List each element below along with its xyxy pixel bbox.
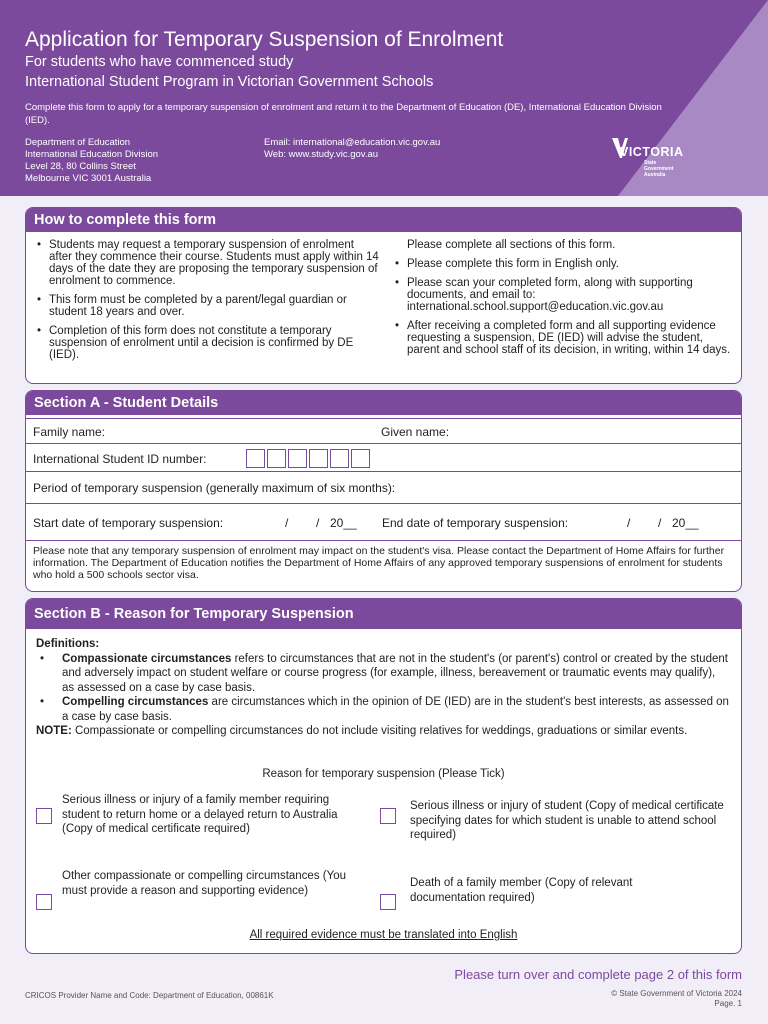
given-name-label: Given name: bbox=[381, 425, 450, 439]
student-id-row bbox=[26, 443, 741, 471]
evidence-translation-note: All required evidence must be translated into English bbox=[249, 929, 518, 941]
student-id-digit-box[interactable] bbox=[288, 449, 307, 468]
list-item: • This form must be completed by a parent/legal guardian or student 18 years and over. bbox=[34, 294, 379, 318]
family-illness-option: Serious illness or injury of a family member requiring student to return home or a delayed return to Australia (Copy of medical certificate required) bbox=[62, 794, 338, 835]
death-family-option: Death of a family member (Copy of relevant documentation required) bbox=[410, 877, 633, 904]
list-item: • Please scan your completed form, along with supporting documents, and email to: international.school.support@education.vic.gov.au bbox=[392, 277, 732, 313]
address-line: Level 28, 80 Collins Street bbox=[25, 161, 136, 172]
student-illness-option: Serious illness or injury of student (Copy of medical certificate specifying dates for which student is unable to attend school required) bbox=[410, 800, 724, 841]
definitions bbox=[36, 637, 730, 739]
list-item: • Students may request a temporary suspension of enrolment after they commence their course. Students must apply within 14 days of the date they are proposing the temporary suspension of enrolment to commence. bbox=[34, 239, 379, 287]
program-name: International Student Program in Victorian Government Schools bbox=[25, 74, 434, 90]
logo-subtext-line: Government bbox=[644, 166, 674, 172]
victoria-logo bbox=[612, 138, 702, 180]
list-item: • After receiving a completed form and all supporting evidence requesting a suspension, DE (IED) will advise the student, parent and school staff of its decision, in writing, within 14 days. bbox=[392, 320, 732, 356]
definition-term: Compelling circumstances bbox=[62, 696, 209, 708]
list-item: • Please complete this form in English only. bbox=[392, 258, 732, 270]
note-text: Compassionate or compelling circumstances do not include visiting relatives for weddings, graduations or similar events. bbox=[71, 725, 688, 737]
end-date-slash: / bbox=[627, 516, 631, 530]
start-date-slash: / bbox=[316, 516, 320, 530]
cricos-code: CRICOS Provider Name and Code: Department of Education, 00861K bbox=[25, 991, 274, 1000]
logo-subtext-line: State bbox=[644, 160, 657, 166]
student-id-digit-box[interactable] bbox=[267, 449, 286, 468]
definition-item bbox=[36, 695, 730, 724]
copyright bbox=[611, 989, 742, 1009]
contact-info bbox=[264, 137, 440, 161]
logo-subtext bbox=[644, 160, 673, 178]
period-label: Period of temporary suspension (generally maximum of six months): bbox=[33, 481, 396, 495]
list-item: Please complete all sections of this form. bbox=[407, 239, 616, 251]
definitions-label: Definitions: bbox=[36, 638, 100, 650]
divider bbox=[26, 540, 741, 541]
dates-row bbox=[26, 503, 741, 540]
section-b-heading: Section B - Reason for Temporary Suspension bbox=[26, 599, 741, 629]
web-link[interactable]: Web: www.study.vic.gov.au bbox=[264, 149, 379, 160]
department-address bbox=[25, 137, 158, 185]
email-link[interactable]: Email: international@education.vic.gov.au bbox=[264, 137, 441, 148]
visa-note: Please note that any temporary suspension of enrolment may impact on the student's visa. Please contact the Department of Home Affairs for further information. The Department of Education notifies the Department of Home Affairs of any approved temporary suspensions of enrolment for students who hold a 500 schools sector visa. bbox=[33, 545, 725, 581]
definition-item bbox=[36, 652, 730, 696]
page-header bbox=[0, 0, 768, 196]
start-date-slash: / bbox=[285, 516, 289, 530]
tick-title: Reason for temporary suspension (Please Tick) bbox=[262, 768, 505, 780]
address-line: Melbourne VIC 3001 Australia bbox=[25, 173, 152, 184]
how-to-heading: How to complete this form bbox=[26, 208, 741, 232]
student-id-digit-box[interactable] bbox=[330, 449, 349, 468]
student-id-digit-box[interactable] bbox=[309, 449, 328, 468]
page-subtitle: For students who have commenced study bbox=[25, 54, 294, 70]
how-to-left-column bbox=[34, 239, 379, 368]
copyright-text: © State Government of Victoria 2024 bbox=[611, 989, 742, 998]
family-illness-checkbox[interactable] bbox=[36, 808, 52, 824]
page-number: Page. 1 bbox=[714, 999, 742, 1008]
logo-wordmark: VICTORIA bbox=[620, 145, 684, 159]
section-a-heading: Section A - Student Details bbox=[26, 391, 741, 415]
name-row bbox=[26, 418, 741, 443]
definitions-note bbox=[36, 724, 730, 739]
start-date-year[interactable]: 20__ bbox=[330, 516, 357, 530]
address-line: International Education Division bbox=[25, 149, 159, 160]
student-id-digit-box[interactable] bbox=[351, 449, 370, 468]
student-id-digit-box[interactable] bbox=[246, 449, 265, 468]
logo-subtext-line: Australia bbox=[644, 172, 666, 178]
student-illness-checkbox[interactable] bbox=[380, 808, 396, 824]
list-item: • Completion of this form does not constitute a temporary suspension of enrolment until a decision is confirmed by DE (IED). bbox=[34, 325, 379, 361]
address-line: Department of Education bbox=[25, 137, 131, 148]
student-id-label: International Student ID number: bbox=[33, 452, 207, 466]
period-row bbox=[26, 471, 741, 503]
section-a-student-details bbox=[25, 390, 742, 592]
note-label: NOTE: bbox=[36, 725, 72, 737]
turn-over-note: Please turn over and complete page 2 of this form bbox=[454, 967, 742, 982]
other-circumstances-option: Other compassionate or compelling circumstances (You must provide a reason and supporting evidence) bbox=[62, 870, 347, 897]
section-b-reason bbox=[25, 598, 742, 954]
definition-text: are circumstances which in the opinion of DE (IED) are in the student's best interests, as assessed on a case by case basis. bbox=[62, 696, 729, 723]
intro-text: Complete this form to apply for a temporary suspension of enrolment and return it to the Department of Education (DE), International Education Division (IED). bbox=[25, 102, 662, 126]
end-date-slash: / bbox=[658, 516, 662, 530]
start-date-label: Start date of temporary suspension: bbox=[33, 516, 224, 530]
family-name-label: Family name: bbox=[33, 425, 106, 439]
other-circumstances-checkbox[interactable] bbox=[36, 894, 52, 910]
definition-text: refers to circumstances that are not in the student's (or parent's) control or created by the student and adversely impact on student welfare or course progress (for example, illness, bereavement or traumatic events may qualify), as assessed on a case by case basis. bbox=[62, 652, 728, 694]
definition-term: Compassionate circumstances bbox=[62, 652, 232, 665]
death-family-checkbox[interactable] bbox=[380, 894, 396, 910]
how-to-right-column bbox=[392, 239, 732, 363]
end-date-year[interactable]: 20__ bbox=[672, 516, 699, 530]
page-title: Application for Temporary Suspension of Enrolment bbox=[25, 28, 504, 51]
end-date-label: End date of temporary suspension: bbox=[382, 516, 569, 530]
how-to-section bbox=[25, 207, 742, 384]
